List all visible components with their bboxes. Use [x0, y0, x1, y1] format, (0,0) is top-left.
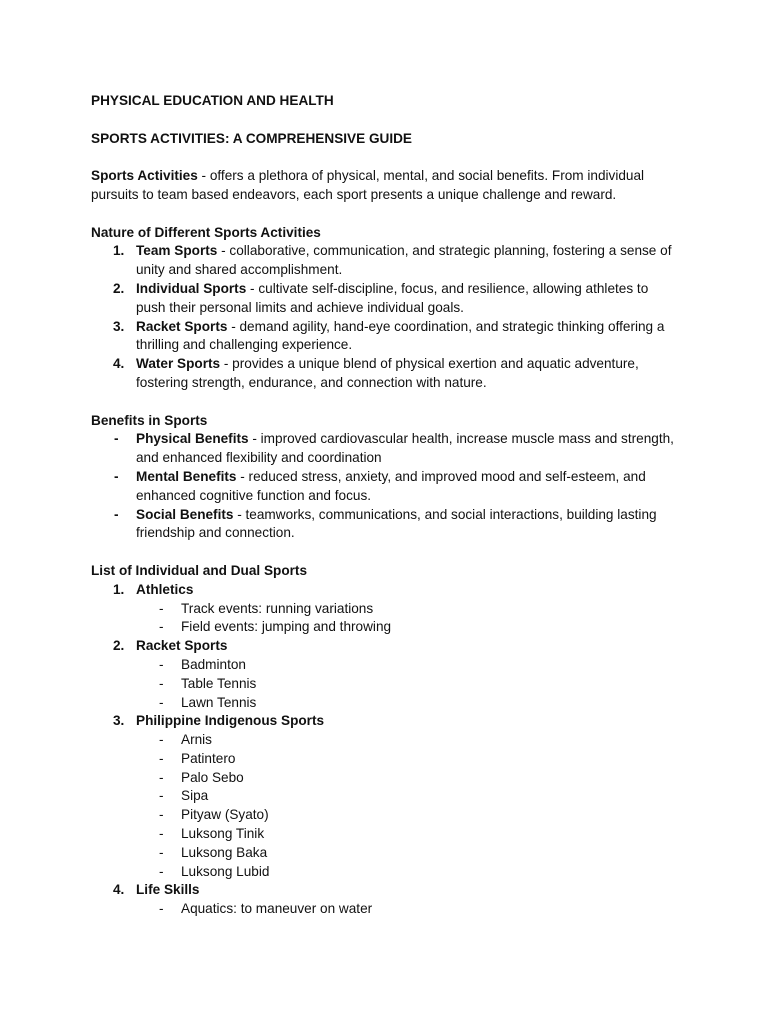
item-text: - demand agility, hand-eye coordination, and strategic thinking offering a thrilling and challenging experience. [136, 318, 665, 353]
sublist-bullet: - [159, 600, 164, 616]
list-item [91, 581, 681, 600]
sublist-item [91, 825, 681, 844]
item-term: Racket Sports [136, 638, 228, 654]
life-skills-sublist [91, 900, 681, 919]
sublist-bullet: - [159, 769, 164, 785]
item-text: - collaborative, communication, and strategic planning, fostering a sense of unity and shared accomplishment. [136, 243, 672, 278]
list-number: 1. [113, 581, 125, 597]
sublist-text: Field events: jumping and throwing [181, 619, 392, 635]
sublist-item [91, 618, 681, 637]
item-text: - reduced stress, anxiety, and improved mood and self-esteem, and enhanced cognitive function and focus. [136, 468, 646, 503]
sublist-bullet: - [159, 656, 164, 672]
dual-sports-list [91, 581, 681, 600]
list-bullet: - [114, 431, 119, 447]
benefits-heading: Benefits in Sports [91, 412, 208, 428]
sublist-text: Sipa [181, 788, 209, 804]
item-text: - cultivate self-discipline, focus, and resilience, allowing athletes to push their personal limits and achieve individual goals. [136, 280, 649, 315]
list-item [91, 318, 681, 356]
list-number: 3. [113, 713, 125, 729]
intro-text: - offers a plethora of physical, mental, and social benefits. From individual pursuits to team based endeavors, each sport presents a unique challenge and reward. [91, 168, 645, 202]
sublist-bullet: - [159, 788, 164, 804]
list-bullet: - [114, 468, 119, 484]
sublist-text: Arnis [181, 732, 212, 748]
sublist-bullet: - [159, 694, 164, 710]
sublist-text: Aquatics: to maneuver on water [181, 901, 373, 917]
sublist-text: Palo Sebo [181, 769, 244, 785]
list-item [91, 881, 681, 900]
sublist-bullet: - [159, 732, 164, 748]
list-item [91, 637, 681, 656]
list-item [91, 506, 681, 544]
list-number: 2. [113, 638, 125, 654]
document-title: PHYSICAL EDUCATION AND HEALTH [91, 93, 334, 108]
list-bullet: - [114, 506, 119, 522]
item-term: Mental Benefits [136, 468, 237, 484]
item-term: Racket Sports [136, 318, 228, 334]
sublist-text: Patintero [181, 750, 236, 766]
sublist-item [91, 731, 681, 750]
sublist-text: Pityaw (Syato) [181, 807, 269, 823]
item-term: Individual Sports [136, 280, 247, 296]
list-item [91, 280, 681, 318]
dual-sports-list-3 [91, 712, 681, 731]
sublist-text: Luksong Tinik [181, 826, 265, 842]
sublist-item [91, 750, 681, 769]
list-number: 3. [113, 318, 125, 334]
sublist-bullet: - [159, 807, 164, 823]
item-text: - provides a unique blend of physical exertion and aquatic adventure, fostering strength, endurance, and connection with nature. [136, 356, 639, 390]
sublist-bullet: - [159, 844, 164, 860]
nature-heading: Nature of Different Sports Activities [91, 224, 321, 240]
sublist-item [91, 863, 681, 882]
list-number: 2. [113, 280, 125, 296]
list-item [91, 712, 681, 731]
list-item [91, 430, 681, 468]
list-item [91, 468, 681, 506]
item-term: Athletics [136, 581, 194, 597]
sublist-item [91, 675, 681, 694]
sublist-bullet: - [159, 863, 164, 879]
benefits-list [91, 430, 681, 543]
list-number: 4. [113, 356, 125, 372]
sublist-text: Track events: running variations [181, 600, 374, 616]
list-item [91, 242, 681, 280]
item-term: Water Sports [136, 356, 221, 372]
sublist-text: Table Tennis [181, 675, 257, 691]
nature-list [91, 242, 681, 392]
sublist-item [91, 694, 681, 713]
sublist-text: Luksong Lubid [181, 863, 270, 879]
item-term: Team Sports [136, 243, 218, 259]
item-text: - improved cardiovascular health, increase muscle mass and strength, and enhanced flexibility and coordination [136, 431, 674, 466]
item-term: Social Benefits [136, 506, 234, 522]
sublist-text: Lawn Tennis [181, 694, 257, 710]
intro-paragraph [91, 167, 681, 205]
sublist-bullet: - [159, 826, 164, 842]
list-item [91, 355, 681, 393]
dual-sports-heading: List of Individual and Dual Sports [91, 562, 307, 578]
sublist-text: Badminton [181, 656, 246, 672]
dual-sports-list-4 [91, 881, 681, 900]
sublist-bullet: - [159, 750, 164, 766]
sublist-item [91, 769, 681, 788]
indigenous-sublist [91, 731, 681, 881]
item-term: Philippine Indigenous Sports [136, 713, 325, 729]
item-term: Life Skills [136, 882, 200, 898]
sublist-text: Luksong Baka [181, 844, 268, 860]
document-subtitle: SPORTS ACTIVITIES: A COMPREHENSIVE GUIDE [91, 130, 412, 146]
sublist-bullet: - [159, 619, 164, 635]
dual-sports-list-2 [91, 637, 681, 656]
list-number: 1. [113, 243, 125, 259]
athletics-sublist [91, 600, 681, 638]
sublist-item [91, 844, 681, 863]
racket-sublist [91, 656, 681, 712]
sublist-bullet: - [159, 675, 164, 691]
sublist-bullet: - [159, 901, 164, 917]
sublist-item [91, 656, 681, 675]
sublist-item [91, 900, 681, 919]
intro-term: Sports Activities [91, 168, 198, 184]
document-content [91, 92, 681, 919]
item-text: - teamworks, communications, and social interactions, building lasting friendship and connection. [136, 506, 657, 541]
sublist-item [91, 806, 681, 825]
sublist-item [91, 787, 681, 806]
item-term: Physical Benefits [136, 431, 249, 447]
list-number: 4. [113, 882, 125, 898]
sublist-item [91, 600, 681, 619]
